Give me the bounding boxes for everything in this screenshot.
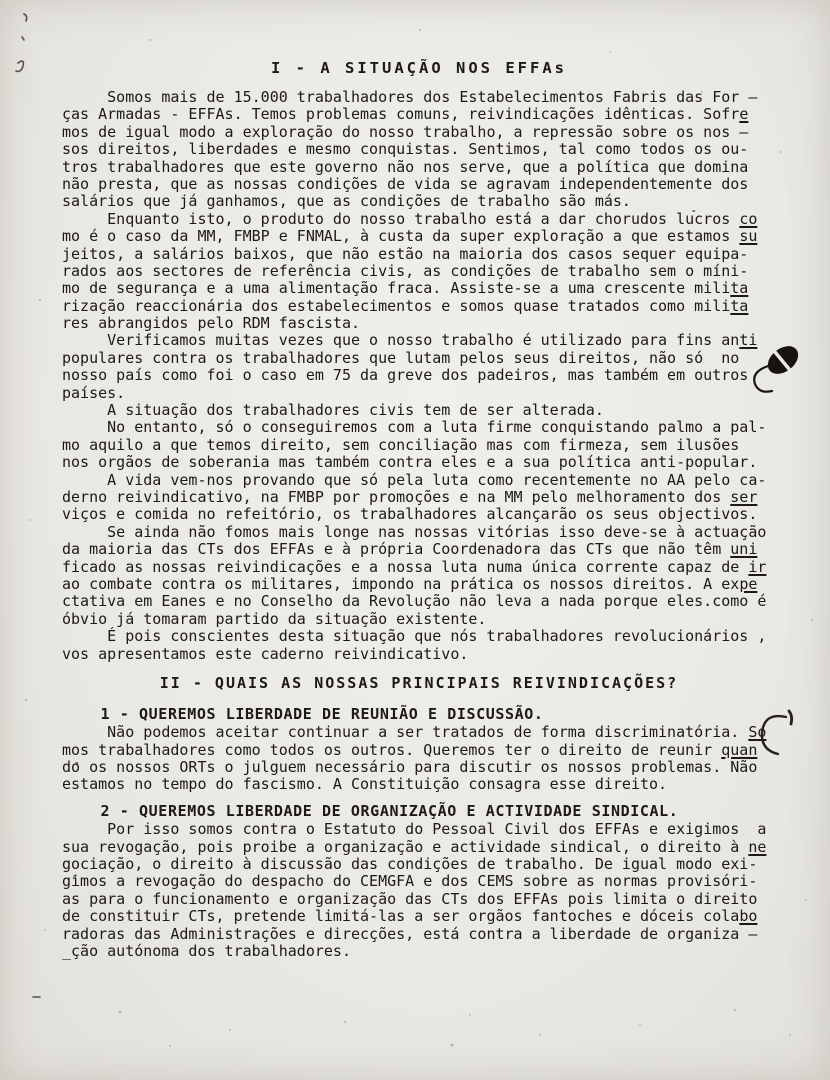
text-line — [62, 350, 776, 367]
text-line — [62, 472, 776, 489]
paragraph — [62, 89, 776, 211]
line-text: mo é o caso da MM, FMBP e FNMAL, à custa da super exploração a que estamos — [62, 227, 740, 246]
text-line — [62, 628, 776, 645]
text-line — [62, 908, 776, 925]
text-line — [62, 385, 776, 402]
line-text: de constituir CTs, pretende limitá-las a ser orgãos fantoches e dóceis cola — [62, 907, 740, 926]
line-text: Não podemos aceitar continuar a ser tratados de forma discriminatória. — [62, 723, 749, 742]
continuation-underline-text: So — [748, 723, 767, 742]
line-text: rados aos sectores de referência civis, as condições de trabalho sem o míni- — [62, 261, 749, 280]
text-line — [62, 454, 776, 471]
continuation-underline-text: su — [739, 227, 758, 246]
line-text: ficado as nossas reivindicações e a nossa luta numa única corrente capaz de — [62, 557, 749, 576]
text-line — [62, 576, 776, 593]
text-line — [62, 332, 776, 349]
continuation-underline-text: pe — [739, 574, 758, 593]
paragraph — [62, 211, 776, 333]
line-text: derno reivindicativo, na FMBP por promoções e na MM pelo melhoramento dos — [62, 487, 731, 506]
text-line — [62, 541, 776, 558]
line-text: tros trabalhadores que este governo não nos serve, que a política que domina — [62, 157, 749, 176]
text-line — [62, 839, 776, 856]
text-line — [62, 402, 776, 419]
line-text: radoras das Administrações e direcções, está contra a liberdade de organiza — — [62, 924, 758, 943]
line-text: gimos a revogação do despacho do CEMGFA e dos CEMS sobre as normas provisóri- — [62, 872, 758, 891]
text-line — [62, 124, 776, 141]
line-text: sua revogação, pois proibe a organização e actividade sindical, o direito à — [62, 837, 749, 856]
paragraph — [62, 628, 776, 663]
text-line — [62, 821, 776, 838]
text-line — [62, 559, 776, 576]
paragraph — [62, 821, 776, 960]
text-line — [62, 759, 776, 776]
section-1-heading: I - A SITUAÇÃO NOS EFFAs — [271, 59, 567, 77]
text-line — [62, 141, 776, 158]
line-text: mos de igual modo a exploração do nosso trabalho, a repressão sobre os nos — — [62, 122, 749, 141]
text-line — [62, 419, 776, 436]
text-line — [62, 856, 776, 873]
line-text: nos orgãos de soberania mas também contra eles e a sua política anti-popular. — [62, 453, 758, 472]
text-line — [62, 891, 776, 908]
text-line — [62, 263, 776, 280]
line-text: _ção autónoma dos trabalhadores. — [62, 941, 351, 960]
text-line — [62, 926, 776, 943]
text-line — [62, 489, 776, 506]
line-text: da maioria das CTs dos EFFAs e à própria Coordenadora das CTs que não têm — [62, 540, 731, 559]
line-text: nosso país como foi o caso em 75 da greve dos padeiros, mas também em outros — [62, 366, 749, 385]
text-line — [62, 776, 776, 793]
continuation-underline-text: ta — [730, 279, 749, 298]
section-2-heading: II - QUAIS AS NOSSAS PRINCIPAIS REIVINDICAÇÕES? — [159, 673, 679, 692]
line-text: as para o funcionamento e organização das CTs dos EFFAs pois limita o direito — [62, 889, 758, 908]
paragraph — [62, 724, 776, 794]
text-line — [62, 611, 776, 628]
continuation-underline-text: ser — [730, 487, 758, 506]
text-line — [62, 724, 776, 741]
continuation-underline-text: bo — [739, 907, 758, 926]
text-line — [62, 280, 776, 297]
line-text: Verificamos muitas vezes que o nosso trabalho é utilizado para fins an — [62, 331, 740, 350]
line-text: É pois conscientes desta situação que nós trabalhadores revolucionários , — [62, 627, 767, 646]
line-text: não presta, que as nossas condições de vida se agravam independentemente dos — [62, 174, 749, 193]
text-line — [62, 943, 776, 960]
continuation-underline-text: e — [739, 105, 749, 124]
demand-2-heading: 2 - QUEREMOS LIBERDADE DE ORGANIZAÇÃO E ACTIVIDADE SINDICAL. — [62, 801, 679, 820]
paragraph — [62, 402, 776, 419]
paragraph — [62, 524, 776, 628]
line-text: No entanto, só o conseguiremos com a luta firme conquistando palmo a pal- — [62, 418, 767, 437]
text-line — [62, 193, 776, 210]
text-line — [62, 159, 776, 176]
continuation-underline-text: ir — [748, 557, 767, 576]
paragraph — [62, 419, 776, 471]
line-text: sos direitos, liberdades e mesmo conquistas. Sentimos, tal como todos os ou- — [62, 140, 749, 159]
line-text: mos trabalhadores como todos os outros. Queremos ter o direito de reunir — [62, 740, 722, 759]
line-text: rização reaccionária dos estabelecimentos e somos quase tratados como mili — [62, 296, 731, 315]
text-line — [62, 106, 776, 123]
line-text: populares contra os trabalhadores que lutam pelos seus direitos, não só no — [62, 348, 740, 367]
paragraph — [62, 332, 776, 402]
continuation-underline-text: ne — [748, 837, 767, 856]
continuation-underline-text: co — [739, 209, 758, 228]
text-line — [62, 742, 776, 759]
text-line — [62, 646, 776, 663]
text-line — [62, 873, 776, 890]
continuation-underline-text: ti — [739, 331, 758, 350]
text-line — [62, 211, 776, 228]
text-line — [62, 246, 776, 263]
document-content — [62, 56, 776, 960]
line-text: vos apresentamos este caderno reivindicativo. — [62, 644, 469, 663]
line-text: salários que já ganhamos, que as condições de trabalho são más. — [62, 192, 631, 211]
line-text: Por isso somos contra o Estatuto do Pessoal Civil dos EFFAs e exigimos a — [62, 820, 767, 839]
line-text: Somos mais de 15.000 trabalhadores dos Estabelecimentos Fabris das For — — [62, 88, 758, 106]
text-line — [62, 228, 776, 245]
line-text: jeitos, a salários baixos, que não estão na maioria dos casos sequer equipa- — [62, 244, 749, 263]
text-line — [62, 524, 776, 541]
line-text: A vida vem-nos provando que só pela luta como recentemente no AA pelo ca- — [62, 470, 767, 489]
text-line — [62, 593, 776, 610]
text-line — [62, 298, 776, 315]
text-line — [62, 506, 776, 523]
continuation-underline-text: quan — [721, 740, 758, 759]
paragraph — [62, 472, 776, 524]
line-text: ças Armadas - EFFAs. Temos problemas comuns, reivindicações idênticas. Sofr — [62, 105, 740, 124]
text-line — [62, 315, 776, 332]
line-text: gociação, o direito à discussão das condições de trabalho. De igual modo exi- — [62, 855, 758, 874]
text-line — [62, 367, 776, 384]
line-text: mo de segurança e a uma alimentação fraca. Assiste-se a uma crescente mili — [62, 279, 731, 298]
line-text: mo aquilo a que temos direito, sem conciliação mas com firmeza, sem ilusões — [62, 435, 740, 454]
demand-1-heading: 1 - QUEREMOS LIBERDADE DE REUNIÃO E DISCUSSÃO. — [62, 704, 544, 723]
line-text: ctativa em Eanes e no Conselho da Revolução não leva a nada porque eles.como é — [62, 592, 767, 611]
continuation-underline-text: ta — [730, 296, 749, 315]
line-text: ao combate contra os militares, impondo na prática os nossos direitos. A ex — [62, 574, 740, 593]
line-text: Se ainda não fomos mais longe nas nossas vitórias isso deve-se à actuação — [62, 522, 767, 541]
line-text: do os nossos ORTs o julguem necessário para discutir os nossos problemas. Não — [62, 758, 758, 777]
line-text: res abrangidos pelo RDM fascista. — [62, 314, 361, 333]
text-line — [62, 89, 776, 106]
line-text: estamos no tempo do fascismo. A Constituição consagra esse direito. — [62, 775, 668, 794]
line-text: Enquanto isto, o produto do nosso trabalho está a dar chorudos lucros — [62, 209, 740, 228]
line-text: viços e comida no refeitório, os trabalhadores alcançarão os seus objectivos. — [62, 505, 758, 524]
line-text: países. — [62, 383, 126, 402]
continuation-underline-text: uni — [730, 540, 758, 559]
line-text: óbvio já tomaram partido da situação existente. — [62, 609, 487, 628]
text-line — [62, 176, 776, 193]
line-text: A situação dos trabalhadores civis tem de ser alterada. — [62, 401, 604, 420]
text-line — [62, 437, 776, 454]
